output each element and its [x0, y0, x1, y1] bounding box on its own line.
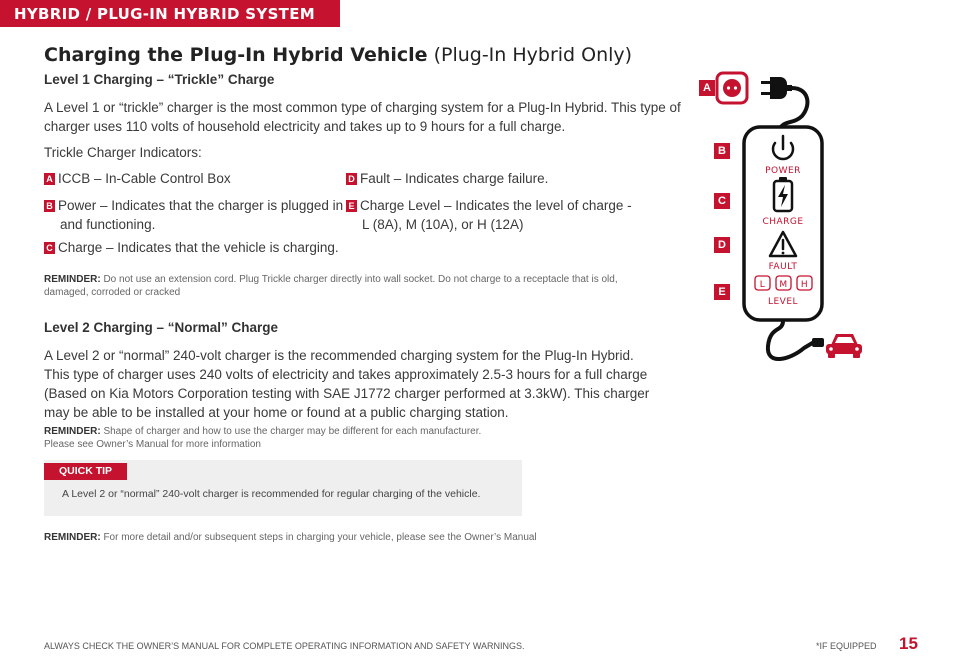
quick-tip-text: A Level 2 or “normal” 240-volt charger is recommended for regular charging of the vehicle. [62, 488, 481, 500]
level1-paragraph-line: charger uses 110 volts of household electricity and takes up to 9 hours for a full charge. [44, 119, 566, 134]
indicator-text: Power – Indicates that the charger is plugged in [58, 198, 344, 213]
indicator-badge: C [44, 242, 55, 254]
trickle-charger-diagram [690, 64, 870, 374]
callout-c: C [714, 193, 730, 209]
indicator-d [346, 169, 548, 188]
indicator-c [44, 238, 339, 257]
level-h: H [800, 280, 809, 290]
level1-reminder [44, 273, 618, 299]
indicator-b [44, 196, 343, 234]
reminder-text: damaged, corroded or cracked [44, 287, 181, 298]
level1-paragraph-line: A Level 1 or “trickle” charger is the most common type of charging system for a Plug-In Hybrid. This type of [44, 100, 681, 115]
footer-warning: ALWAYS CHECK THE OWNER’S MANUAL FOR COMPLETE OPERATING INFORMATION AND SAFETY WARNINGS. [44, 641, 525, 651]
section-header: HYBRID / PLUG-IN HYBRID SYSTEM [0, 0, 340, 27]
reminder-text: Do not use an extension cord. Plug Trickle charger directly into wall socket. Do not charge to a receptacle that is old, [100, 274, 618, 285]
level1-paragraph [44, 98, 681, 136]
fault-label: FAULT [768, 262, 798, 272]
level2-paragraph-line: may be able to be installed at your home or found at a public charging station. [44, 405, 509, 420]
level2-reminder [44, 425, 481, 451]
reminder-label: REMINDER: [44, 532, 101, 543]
indicator-e [346, 196, 632, 234]
reminder-label: REMINDER: [44, 426, 101, 437]
quick-tip-label: QUICK TIP [44, 463, 127, 480]
callout-b: B [714, 143, 730, 159]
final-reminder [44, 531, 537, 544]
indicator-a [44, 169, 231, 188]
level-l: L [759, 280, 766, 290]
outlet-icon [717, 73, 747, 103]
level2-paragraph-line: This type of charger uses 240 volts of electricity and takes approximately 2.5-3 hours for a full charge [44, 367, 648, 382]
level2-paragraph [44, 346, 649, 422]
power-label: POWER [765, 166, 801, 176]
indicators-heading: Trickle Charger Indicators: [44, 145, 202, 160]
callout-a: A [699, 80, 715, 96]
level-label: LEVEL [767, 297, 799, 307]
indicator-text: ICCB – In-Cable Control Box [58, 171, 231, 186]
indicator-text: Fault – Indicates charge failure. [360, 171, 549, 186]
indicator-badge: D [346, 173, 357, 185]
level2-paragraph-line: A Level 2 or “normal” 240-volt charger is the recommended charging system for the Plug-In Hybrid. [44, 348, 634, 363]
level1-heading: Level 1 Charging – “Trickle” Charge [44, 72, 275, 87]
indicator-text: Charge Level – Indicates the level of charge - [360, 198, 632, 213]
indicator-badge: E [346, 200, 357, 212]
indicator-text: Charge – Indicates that the vehicle is charging. [58, 240, 339, 255]
charge-label: CHARGE [762, 217, 804, 227]
level2-paragraph-line: (Based on Kia Motors Corporation testing with SAE J1772 charger performed at 3.3kW). This charger [44, 386, 650, 401]
indicator-text: L (8A), M (10A), or H (12A) [362, 217, 524, 232]
level-m: M [779, 280, 788, 290]
level2-heading: Level 2 Charging – “Normal” Charge [44, 320, 279, 335]
reminder-text: For more detail and/or subsequent steps in charging your vehicle, please see the Owner’s Manual [100, 532, 537, 543]
callout-e: E [714, 284, 730, 300]
reminder-text: Please see Owner’s Manual for more information [44, 439, 261, 450]
page-title [44, 44, 632, 66]
reminder-label: REMINDER: [44, 274, 101, 285]
page-title-main: Charging the Plug-In Hybrid Vehicle [44, 44, 428, 66]
plug-icon [761, 77, 792, 99]
footer-if-equipped: *IF EQUIPPED [816, 641, 877, 651]
page-title-sub: (Plug-In Hybrid Only) [427, 44, 633, 66]
callout-d: D [714, 237, 730, 253]
indicator-badge: B [44, 200, 55, 212]
car-icon [826, 334, 862, 358]
indicator-text: and functioning. [60, 217, 156, 232]
connector-icon [812, 338, 824, 347]
reminder-text: Shape of charger and how to use the charger may be different for each manufacturer. [100, 426, 482, 437]
page-number: 15 [899, 634, 918, 653]
indicator-badge: A [44, 173, 55, 185]
